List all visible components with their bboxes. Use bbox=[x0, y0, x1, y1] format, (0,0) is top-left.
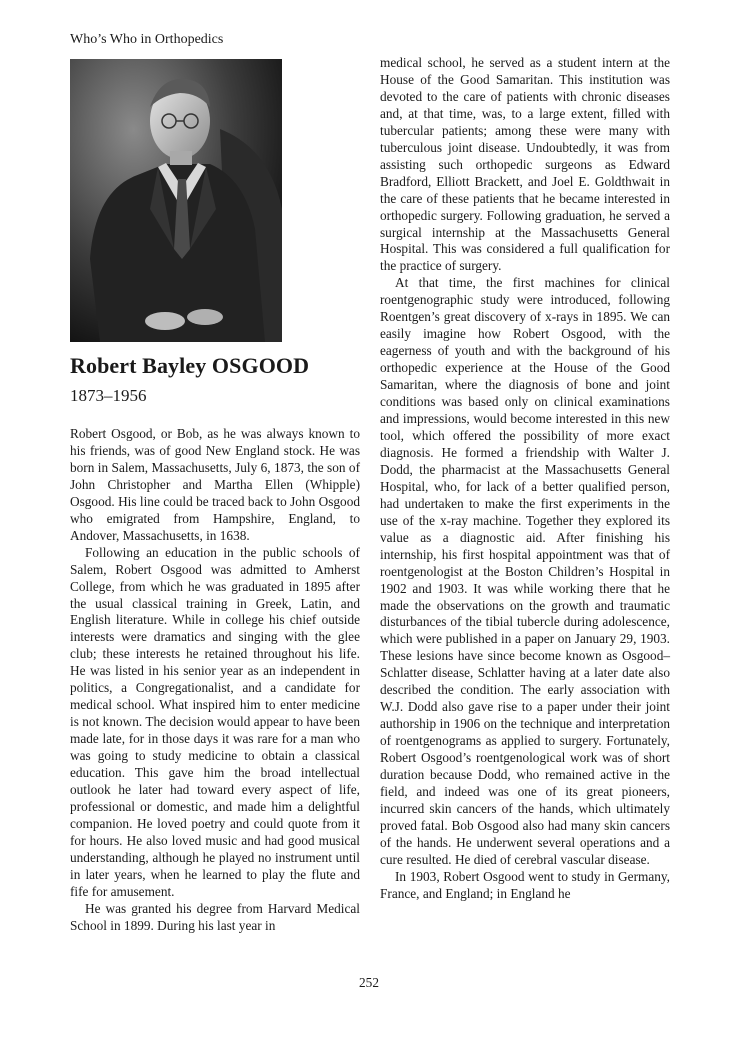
portrait-photo bbox=[70, 59, 282, 342]
paragraph: Following an education in the public schools of Salem, Robert Osgood was admitted to Amherst College, from which he was graduated in 1895 after the usual classical training in Greek, Latin, and English literature. While in college his chief outside interests were dramatics and singing with the glee club; these interests he retained throughout his life. He was listed in his senior year as an independent in politics, a Congregationalist, and a candidate for medical school. What inspired him to enter medicine is not known. The decision would appear to have been made late, for in those days it was rare for a man who was going to study medicine to obtain a classical education. This gave him the broad intellectual outlook he later had toward every aspect of life, professional or domestic, and made him a delightful companion. He loved poetry and could quote from it for hours. He also loved music and had good musical understanding, although he played no instrument until in later years, when he learned to play the flute and fife for amusement. bbox=[70, 544, 360, 899]
paragraph: Robert Osgood, or Bob, as he was always known to his friends, was of good New England stock. He was born in Salem, Massachusetts, July 6, 1873, the son of John Christopher and Martha Ellen (Whipple) Osgood. His line could be traced back to John Osgood who emigrated from Hampshire, England, to Andover, Massachusetts, in 1638. bbox=[70, 426, 360, 543]
life-dates: 1873–1956 bbox=[70, 386, 147, 405]
right-column bbox=[380, 55, 670, 903]
running-head: Who’s Who in Orthopedics bbox=[70, 32, 224, 47]
paragraph: In 1903, Robert Osgood went to study in Germany, France, and England; in England he bbox=[380, 868, 670, 901]
page-number: 252 bbox=[359, 975, 379, 990]
paragraph: At that time, the first machines for clinical roentgenographic study were introduced, following Roentgen’s great discovery of x-rays in 1895. We can easily imagine how Robert Osgood, with the eagerness of youth and with the background of his orthopedic experience at the House of the Good Samaritan, where the diagnosis of bone and joint conditions was based only on clinical examinations and impressions, would become interested in this new tool, which offered the possibility of more exact diagnosis. He formed a friendship with Walter J. Dodd, the pharmacist at the Massachusetts General Hospital, who, for lack of a better qualified person, had undertaken to make the first experiments in the use of the x-ray machine. Together they explored its value as a diagnostic aid. After finishing his internship, his first hospital appointment was that of roentgenologist at the Boston Children’s Hospital in 1902 and 1903. It was while working there that he made the observations on the growth and traumatic disturbances of the tibial tubercle during adolescence, which were published in a paper on January 29, 1903. These lesions have since become known as Osgood–Schlatter disease, Schlatter having at a later date also described the condition. The early association with W.J. Dodd also gave rise to a paper under their joint authorship in 1906 on the technique and interpretation of roentgenograms as applied to surgery. Fortunately, Robert Osgood’s roentgenological work was of short duration because Dodd, who remained active in the field, and indeed was one of its great pioneers, incurred skin cancers of the hands, which ultimately proved fatal. Bob Osgood also had many skin cancers of the hands. He underwent several operations and a cure resulted. He died of cerebral vascular disease. bbox=[380, 275, 670, 867]
paragraph: He was granted his degree from Harvard Medical School in 1899. During his last year in bbox=[70, 900, 360, 933]
left-column bbox=[70, 426, 360, 935]
person-name: Robert Bayley OSGOOD bbox=[70, 353, 310, 378]
paragraph: medical school, he served as a student intern at the House of the Good Samaritan. This institution was devoted to the care of patients with chronic diseases and, at that time, was, to a large extent, filled with tubercular patients; among these were many with tuberculous joint disease. Undoubtedly, it was from assisting such orthopedic surgeons as Edward Bradford, Elliott Brackett, and Joel E. Goldthwait in the care of these patients that he became interested in orthopedic surgery. Following graduation, he served a surgical internship at the Massachusetts General Hospital. This was considered a full qualification for the practice of surgery. bbox=[380, 55, 670, 274]
